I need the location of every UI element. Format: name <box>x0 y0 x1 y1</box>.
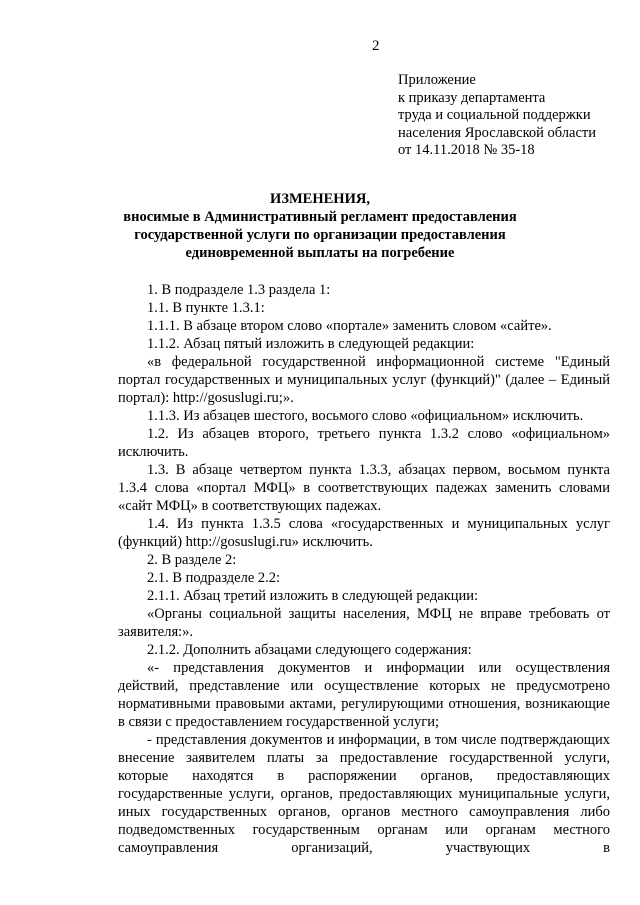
paragraph: 1.4. Из пункта 1.3.5 слова «государственных и муниципальных услуг (функций) http://gosuslugi.ru» исключить. <box>118 516 610 550</box>
paragraph: «в федеральной государственной информационной системе "Единый портал государственных и муниципальных услуг (функций)" (далее – Единый портал): http://gosuslugi.ru;». <box>118 354 610 406</box>
paragraph: 1. В подразделе 1.3 раздела 1: <box>147 282 331 298</box>
paragraph: 1.1.3. Из абзацев шестого, восьмого слово «официальном» исключить. <box>147 408 584 424</box>
paragraph: «- представления документов и информации или осуществления действий, представление или осуществление которых не предусмотрено нормативными правовыми актами, регулирующими отношения, возникающие в связи с предоставлением государственной услуги; <box>118 660 610 730</box>
title-line: государственной услуги по организации предоставления <box>134 227 506 243</box>
paragraph: 1.2. Из абзацев второго, третьего пункта 1.3.2 слово «официальном» исключить. <box>118 426 610 460</box>
paragraph: 2.1.2. Дополнить абзацами следующего содержания: <box>147 642 472 658</box>
appendix-line: Приложение <box>398 72 476 88</box>
paragraph: 2. В разделе 2: <box>147 552 237 568</box>
page-number: 2 <box>372 38 380 54</box>
paragraph: «Органы социальной защиты населения, МФЦ не вправе требовать от заявителя:». <box>118 606 610 640</box>
appendix-block <box>398 72 596 160</box>
document-body <box>118 281 610 857</box>
title-line: единовременной выплаты на погребение <box>185 245 455 261</box>
paragraph: - представления документов и информации, в том числе подтверждающих внесение заявителем платы за предоставление государственной услуги, которые находятся в распоряжении органов, предоставляющих государственные услуги, органов, предоставляющих муниципальные услуги, иных государственных органов, органов местного самоуправления либо подведомственных государственным органам или органам местного самоуправления организаций, участвующих в <box>118 732 610 856</box>
appendix-line: от 14.11.2018 № 35-18 <box>398 142 535 158</box>
title-line: вносимые в Административный регламент предоставления <box>123 209 517 225</box>
appendix-line: труда и социальной поддержки <box>398 107 591 123</box>
document-title <box>108 190 532 262</box>
title-line: ИЗМЕНЕНИЯ, <box>270 191 370 207</box>
paragraph: 1.1. В пункте 1.3.1: <box>147 300 265 316</box>
paragraph: 1.1.2. Абзац пятый изложить в следующей редакции: <box>147 336 475 352</box>
paragraph: 1.1.1. В абзаце втором слово «портале» заменить словом «сайте». <box>147 318 552 334</box>
paragraph: 2.1. В подразделе 2.2: <box>147 570 281 586</box>
paragraph: 2.1.1. Абзац третий изложить в следующей редакции: <box>147 588 479 604</box>
paragraph: 1.3. В абзаце четвертом пункта 1.3.3, абзацах первом, восьмом пункта 1.3.4 слова «портал МФЦ» в соответствующих падежах заменить словами «сайт МФЦ» в соответствующих падежах. <box>118 462 610 514</box>
appendix-line: к приказу департамента <box>398 89 546 106</box>
appendix-line: населения Ярославской области <box>398 124 596 141</box>
